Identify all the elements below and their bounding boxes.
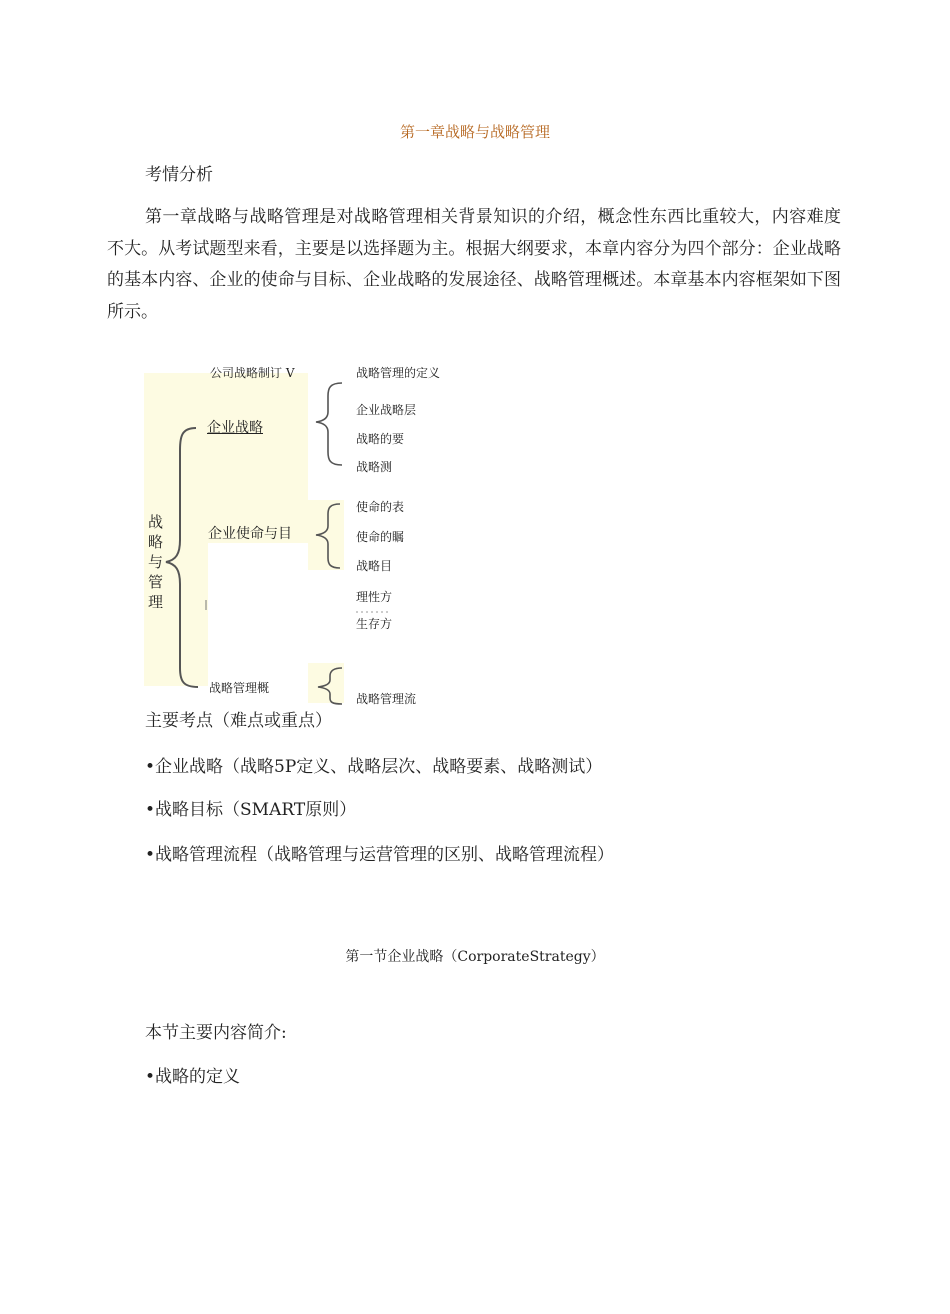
key-point-item: •战略管理流程（战略管理与运营管理的区别、战略管理流程） (145, 845, 615, 865)
key-point-item: •企业战略（战略5P定义、战略层次、战略要素、战略测试） (145, 757, 603, 777)
diagram-branch-2-item: 理性方 (356, 590, 393, 604)
diagram-branch-2-item: 使命的表 (356, 500, 405, 514)
diagram-bg-mid (308, 500, 344, 570)
section-item: •战略的定义 (145, 1067, 241, 1087)
diagram-branch-3-item: 战略管理流 (356, 692, 417, 706)
section-intro: 本节主要内容简介: (145, 1023, 287, 1043)
diagram-branch-1: 企业战略 (207, 420, 263, 436)
analysis-heading: 考情分析 (145, 165, 213, 185)
chapter-title: 第一章战略与战略管理 (399, 123, 550, 141)
analysis-paragraph: 第一章战略与战略管理是对战略管理相关背景知识的介绍，概念性东西比重较大，内容难度不大。从考试题型来看，主要是以选择题为主。根据大纲要求，本章内容分为四个部分：企业战略的基本内容、企业的使命与目标、企业战略的发展途径、战略管理概述。本章基本内容框架如下图所示。 (107, 207, 841, 322)
diagram-branch-2: 企业使命与目 (208, 526, 292, 542)
diagram-branch-1-item: 战略的要 (356, 432, 405, 446)
brace-1 (316, 383, 342, 465)
key-point-item: •战略目标（SMART原则） (145, 800, 357, 820)
diagram-branch-2-item: 战略目 (356, 559, 393, 573)
diagram-top-left-label: 公司战略制订 V (210, 366, 295, 380)
diagram-bg-bottom (308, 663, 344, 703)
diagram-branch-1-item: 战略测 (356, 460, 393, 474)
diagram-bg-top (208, 373, 308, 543)
key-points-heading: 主要考点（难点或重点） (145, 711, 332, 731)
section-title: 第一节企业战略（CorporateStrategy） (345, 949, 605, 965)
diagram-branch-2-item: 生存方 (356, 617, 393, 631)
diagram-root-label: 战略与管理 (148, 513, 164, 611)
diagram-branch-3: 战略管理概 (209, 681, 270, 695)
diagram-branch-2-item: 使命的瞩 (356, 530, 405, 544)
diagram-top-right-label: 战略管理的定义 (356, 366, 441, 380)
diagram-branch-1-item: 企业战略层 (356, 403, 417, 417)
